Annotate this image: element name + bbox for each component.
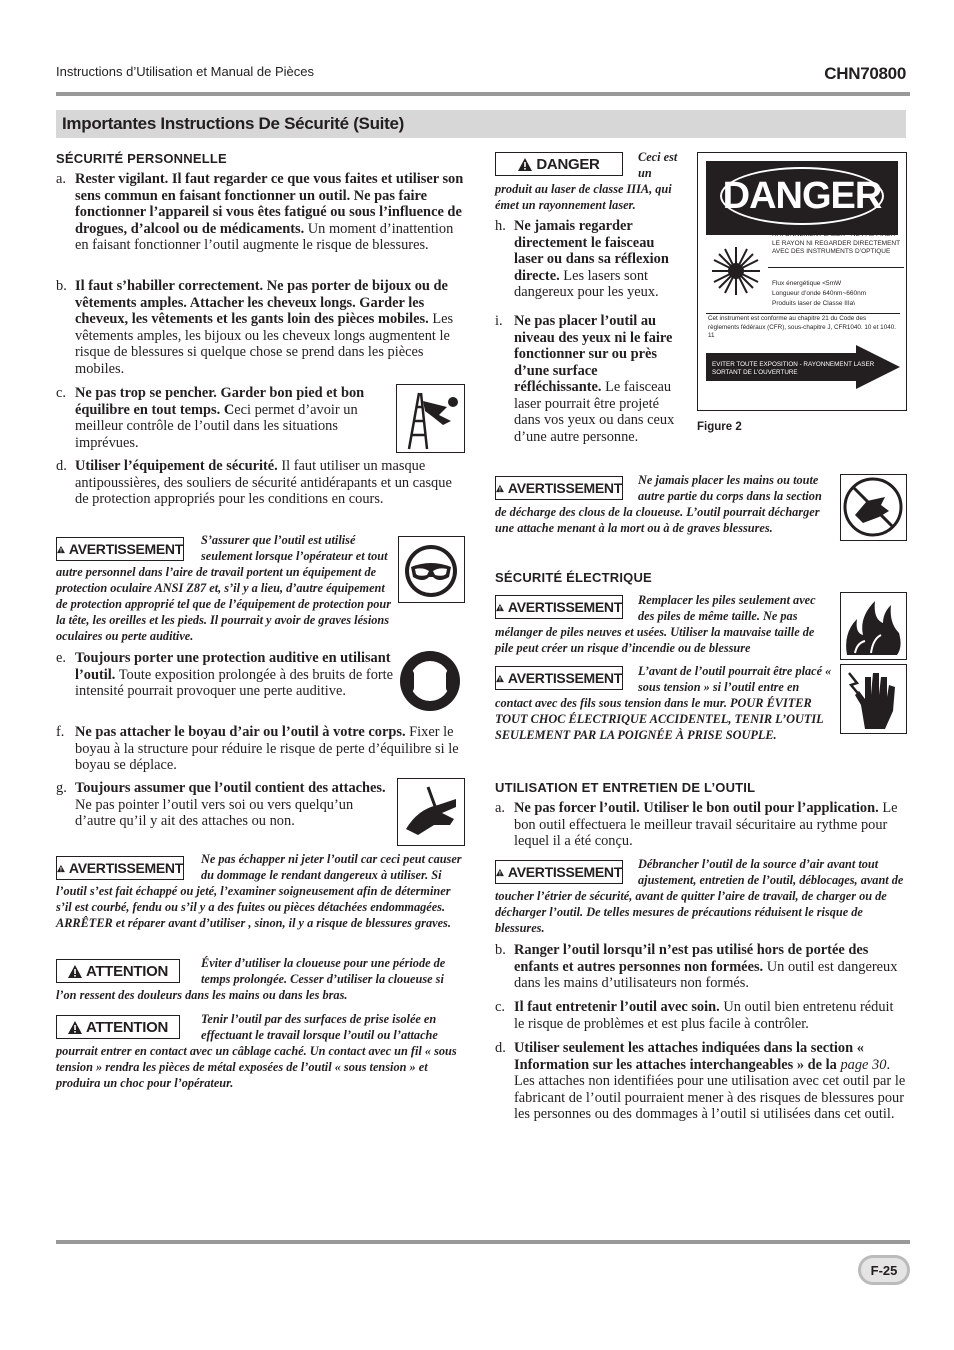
warning-disconnect-air-text: Débrancher l’outil de la source d’air avant tout ajustement, entretien de l’outil, déblocages, avant de toucher l’étrier de sécurité, avant de quitter l’aire de travail, de charger ou de décharger l’outil. De telles mesures de précautions réduisent le risque de blessures. xyxy=(495,857,904,935)
page-number: F-25 xyxy=(858,1255,910,1285)
label-flux: Flux énergétique <5mW xyxy=(772,280,842,287)
attention-prolonged-use-text: Éviter d’utiliser la cloueuse pour une période de temps prolongée. Cesser d’utiliser la cloueuse si l’on ressent des douleurs dans les mains ou dans les bras. xyxy=(56,956,446,1002)
section-title: Importantes Instructions De Sécurité (Suite) xyxy=(62,114,404,133)
warning-hands-text: Ne jamais placer les mains ou toute autre partie du corps dans la section de décharge des clous de la cloueuse. L’outil pourrait décharger une attache menant à la mort ou à de graves blessures. xyxy=(495,473,822,535)
figure-caption: Figure 2 xyxy=(697,421,742,433)
item-f-hose-attachment: f. Ne pas attacher le boyau d’air ou l’outil à votre corps. Fixer le boyau à la structure pour réduire le risque de perte d’équilibre si le boyau se déplace. xyxy=(56,724,459,773)
item-i-eye-level: i. Ne pas placer l’outil au niveau des yeux ni le faire fonctionner sur ou près d’une surface réfléchissante. Le faisceau laser pourrait être projeté dans vos yeux ou dans ceux d’une autre personne. xyxy=(495,313,675,445)
item-a-stay-alert: a. Rester vigilant. Il faut regarder ce que vous faites et utiliser son sens commun en faisant fonctionner un outil. Ne pas faire fonctionner l’appareil si vous êtes fatigué ou sous l’influence de drogues, d’alcool ou de médicaments. Un moment d’inattention en faisant fonctionner l’outil augmente le risque de blessures. xyxy=(56,171,464,253)
attention-insulated-grip-text: Tenir l’outil par des surfaces de prise isolée en effectuant le travail lorsque l’outil ou l’attache pourrait entrer en contact avec un câblage caché. Un contact avec un fil « sous tension » rendra les pièces de métal exposées de l’outil « sous tension » et produira un choc pour l’opérateur. xyxy=(56,1012,457,1090)
warning-badge: AVERTISSEMENT xyxy=(495,476,623,500)
top-rule xyxy=(56,92,910,96)
item-b-dress-properly: b. Il faut s’habiller correctement. Ne pas porter de bijoux ou de vêtements amples. Attacher les cheveux longs. Garder les cheveux, les vêtements et les gants loin des pièces mobiles. Les vêtements amples, les bijoux ou les cheveux longs augmentent le risque de blessures si quelque chose se prend dans les pièces mobiles. xyxy=(56,278,454,377)
warning-electric-shock-text: L’avant de l’outil pourrait être placé « sous tension » si l’outil entre en contact avec des fils sous tension dans le mur. POUR ÉVITER TOUT CHOC ÉLECTRIQUE ACCIDENTEL, TENIR L’OUTIL SEULEMENT PAR LA POIGNÉE À PRISE SOUPLE. xyxy=(495,664,832,742)
label-arrow-text: EVITER TOUTE EXPOSITION - RAYONNEMENT LASER SORTANT DE L’OUVERTURE xyxy=(712,361,875,376)
label-laser-class: Produits laser de Classe IIIa\ xyxy=(772,300,856,307)
warning-badge: AVERTISSEMENT xyxy=(495,860,623,884)
bottom-rule xyxy=(56,1240,910,1244)
warning-drop-tool-text: Ne pas échapper ni jeter l’outil car ceci peut causer du dommage le rendant dangereux à utiliser. Si l’outil s’est fait échappé ou jeté, l’examiner soigneusement afin de déterminer s’il est courbé, fendu ou s’il y a des fuites ou pièces détachées endommagées. ARRÊTER et réparer avant d’utiliser , sinon, il y a risque de blessures graves. xyxy=(56,852,462,930)
label-warning-text: RAYONNEMENT LASER - NE PAS FIXER LE RAYON NI REGARDER DIRECTEMENT AVEC DES INSTRUMENTS D’OPTIQUE xyxy=(772,231,900,255)
label-wavelength: Longueur d’onde 640nm~660nm xyxy=(772,290,867,297)
fire-icon xyxy=(840,592,907,660)
item-b-store-tool: b. Ranger l’outil lorsqu’il n’est pas utilisé hors de portée des enfants et autres personnes non formées. Un outil est dangereux dans les mains d’utilisateurs non formés. xyxy=(495,942,898,991)
danger-badge: DANGER xyxy=(495,152,623,176)
warning-badge: AVERTISSEMENT xyxy=(495,595,623,619)
nail-hand-icon xyxy=(397,778,465,846)
label-danger-title: DANGER xyxy=(720,167,884,225)
laser-starburst-icon xyxy=(710,245,762,297)
header-manual-title: Instructions d’Utilisation et Manual de Pièces xyxy=(56,64,314,79)
item-c-balance: c. Ne pas trop se pencher. Garder bon pied et bon équilibre en tout temps. Ceci permet d’avoir un meilleur contrôle de l’outil dans les situations imprévues. xyxy=(56,385,365,451)
item-e-hearing-protection: e. Toujours porter une protection auditive en utilisant l’outil. Toute exposition prolongée à des bruits de forte intensité pourrait provoquer une perte auditive. xyxy=(56,650,394,699)
item-d-safety-equipment: d. Utiliser l’équipement de sécurité. Il faut utiliser un masque antipoussières, des souliers de sécurité antidérapants et un casque de protection appropriés pour les conditions en cours. xyxy=(56,458,452,507)
ladder-fall-icon xyxy=(396,384,465,453)
page-reference-link[interactable]: page 30 xyxy=(840,1056,887,1073)
ear-protection-icon xyxy=(396,650,465,712)
item-d-fasteners-specified: d. Utiliser seulement les attaches indiquées dans la section « Information sur les attaches interchangeables » de la page 30. Les attaches non identifiées pour une utilisation avec cet outil par le fabricant de l’outil pourraient mener à des risques de blessures pour les personnes ou des dommages à l’outil si utilisées dans cet outil. xyxy=(495,1040,906,1122)
warning-batteries-text: Remplacer les piles seulement avec des piles de même taille. Ne pas mélanger de piles neuves et usées. Utiliser la mauvaise taille de pile peut créer un risque d’incendie ou de blessure xyxy=(495,593,816,655)
item-g-fasteners: g. Toujours assumer que l’outil contient des attaches. Ne pas pointer l’outil vers soi ou vers quelqu’un d’autre qu’il y ait des attaches ou non. xyxy=(56,780,386,829)
attention-badge: ATTENTION xyxy=(56,959,180,983)
no-hands-icon xyxy=(840,474,907,541)
electric-shock-icon xyxy=(840,664,907,734)
warning-badge: AVERTISSEMENT xyxy=(56,537,184,561)
heading-electrical-safety: SÉCURITÉ ÉLECTRIQUE xyxy=(495,570,652,585)
item-h-laser-beam: h. Ne jamais regarder directement le faisceau laser ou dans sa réflexion directe. Les lasers sont dangereux pour les yeux. xyxy=(495,218,669,300)
warning-eye-protection-text: S’assurer que l’outil est utilisé seulement lorsque l’opérateur et tout autre personnel dans l’aire de travail portent un équipement de protection oculaire ANSI Z87 et, s’il y a lieu, d’autre équipement de protection approprié tel que de l’équipement de protection pour la tête, les oreilles et les pieds. Il pourrait y avoir de graves lésions oculaires ou perte auditive. xyxy=(56,533,392,643)
heading-tool-use-care: UTILISATION ET ENTRETIEN DE L’OUTIL xyxy=(495,780,756,795)
item-c-maintain-tool: c. Il faut entretenir l’outil avec soin. Un outil bien entretenu réduit le risque de problèmes et est plus facile à contrôler. xyxy=(495,999,894,1032)
attention-badge: ATTENTION xyxy=(56,1015,180,1039)
warning-badge: AVERTISSEMENT xyxy=(495,666,623,690)
header-model-number: CHN70800 xyxy=(824,64,906,83)
laser-danger-label xyxy=(697,152,907,411)
label-cfr-compliance: Cet instrument est conforme au chapitre 21 du Code des règlements fédéraux (CFR), sous-chapitre J, CFR1040. 10 et 1040. 11 xyxy=(708,315,896,339)
item-a-do-not-force: a. Ne pas forcer l’outil. Utiliser le bon outil pour l’application. Le bon outil effectuera le meilleur travail sécuritaire au rythme pour lequel il a été conçu. xyxy=(495,800,898,849)
heading-personal-safety: SÉCURITÉ PERSONNELLE xyxy=(56,151,227,166)
danger-laser-product-text: Ceci est un produit au laser de classe IIIA, qui émet un rayonnement laser. xyxy=(495,150,678,212)
section-band xyxy=(56,110,906,138)
warning-badge: AVERTISSEMENT xyxy=(56,856,184,880)
safety-goggles-icon xyxy=(398,536,465,603)
